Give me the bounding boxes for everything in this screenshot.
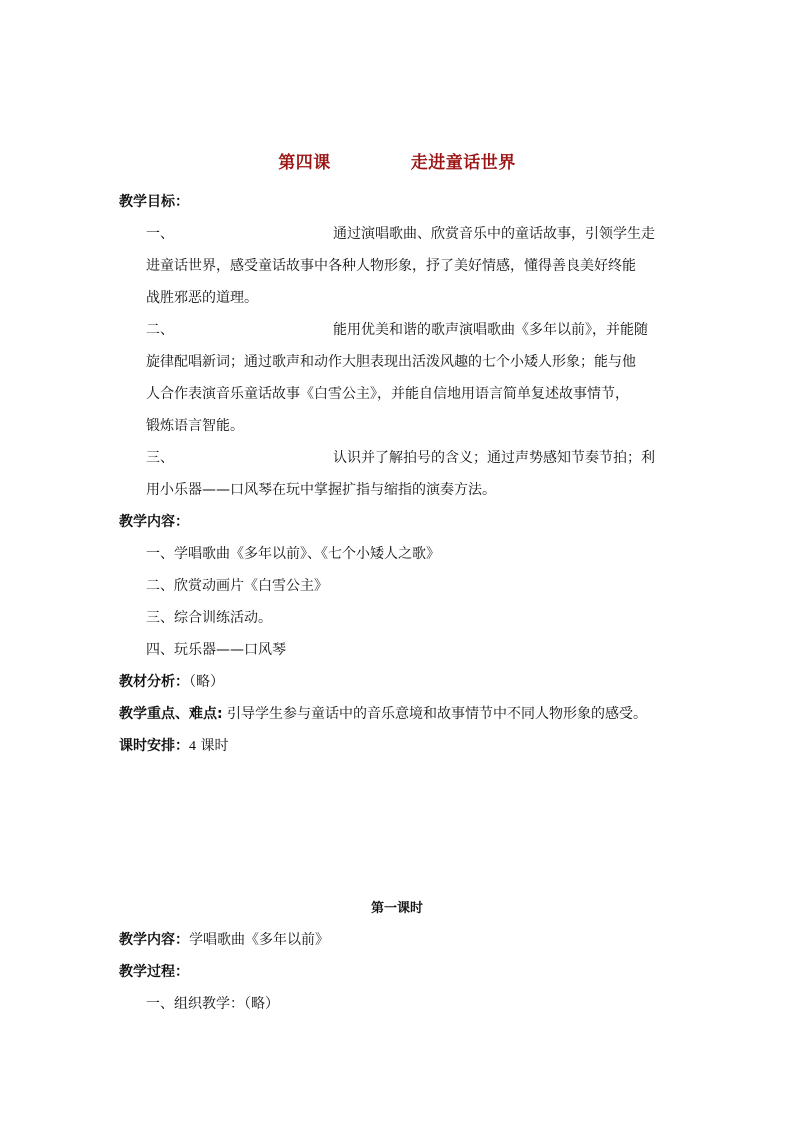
objective-item-3	[119, 442, 679, 474]
content-item: 四、玩乐器——口风琴	[146, 642, 286, 658]
objective-number: 一、	[146, 226, 174, 242]
lesson-title	[0, 148, 794, 173]
objective-item-2	[119, 314, 679, 346]
content-item: 一、学唱歌曲《多年以前》、《七个小矮人之歌》	[146, 546, 440, 562]
lesson-number: 第四课	[278, 153, 331, 173]
analysis-line	[119, 666, 679, 698]
objective-text: 通过演唱歌曲、欣赏音乐中的童话故事，引领学生走	[333, 226, 655, 242]
objective-number: 二、	[146, 322, 174, 338]
period-content-text: 学唱歌曲《多年以前》	[189, 932, 329, 948]
objective-line: 锻炼语言智能。	[146, 418, 244, 434]
schedule-line	[119, 730, 679, 763]
objective-text: 认识并了解拍号的含义；通过声势感知节奏节拍；利	[333, 450, 655, 466]
schedule-label: 课时安排：	[119, 738, 189, 754]
objectives-label: 教学目标：	[119, 194, 189, 210]
period-content-label: 教学内容：	[119, 932, 189, 948]
objective-line: 用小乐器——口风琴在玩中掌握扩指与缩指的演奏方法。	[146, 482, 496, 498]
objective-text: 能用优美和谐的歌声演唱歌曲《多年以前》，并能随	[333, 322, 648, 338]
objective-item-1	[119, 218, 679, 250]
objective-line: 人合作表演音乐童话故事《白雪公主》，并能自信地用语言简单复述故事情节，	[146, 386, 629, 402]
analysis-label: 教材分析：	[119, 674, 189, 690]
analysis-text: （略）	[189, 674, 224, 690]
schedule-text: 课时	[196, 738, 229, 754]
process-label: 教学过程：	[119, 964, 189, 980]
content-label: 教学内容：	[119, 514, 189, 530]
process-step: 一、组织教学：（略）	[146, 996, 279, 1012]
content-item: 二、欣赏动画片《白雪公主》	[146, 578, 328, 594]
period-title: 第一课时	[370, 901, 423, 916]
objectives-section	[119, 186, 679, 763]
objective-line: 进童话世界，感受童话故事中各种人物形象，抒了美好情感，懂得善良美好终能	[146, 258, 636, 274]
keypoints-label: 教学重点、难点:	[119, 706, 223, 722]
period-content-line	[119, 924, 679, 956]
objective-number: 三、	[146, 450, 174, 466]
lesson-name: 走进童话世界	[410, 153, 516, 173]
keypoints-line	[119, 698, 679, 730]
period-section	[119, 924, 679, 1020]
schedule-number: 4	[189, 739, 196, 754]
objective-line: 旋律配唱新词；通过歌声和动作大胆表现出活泼风趣的七个小矮人形象；能与他	[146, 354, 636, 370]
keypoints-text: 引导学生参与童话中的音乐意境和故事情节中不同人物形象的感受。	[222, 706, 648, 722]
objective-line: 战胜邪恶的道理。	[146, 290, 258, 306]
content-item: 三、综合训练活动。	[146, 610, 272, 626]
